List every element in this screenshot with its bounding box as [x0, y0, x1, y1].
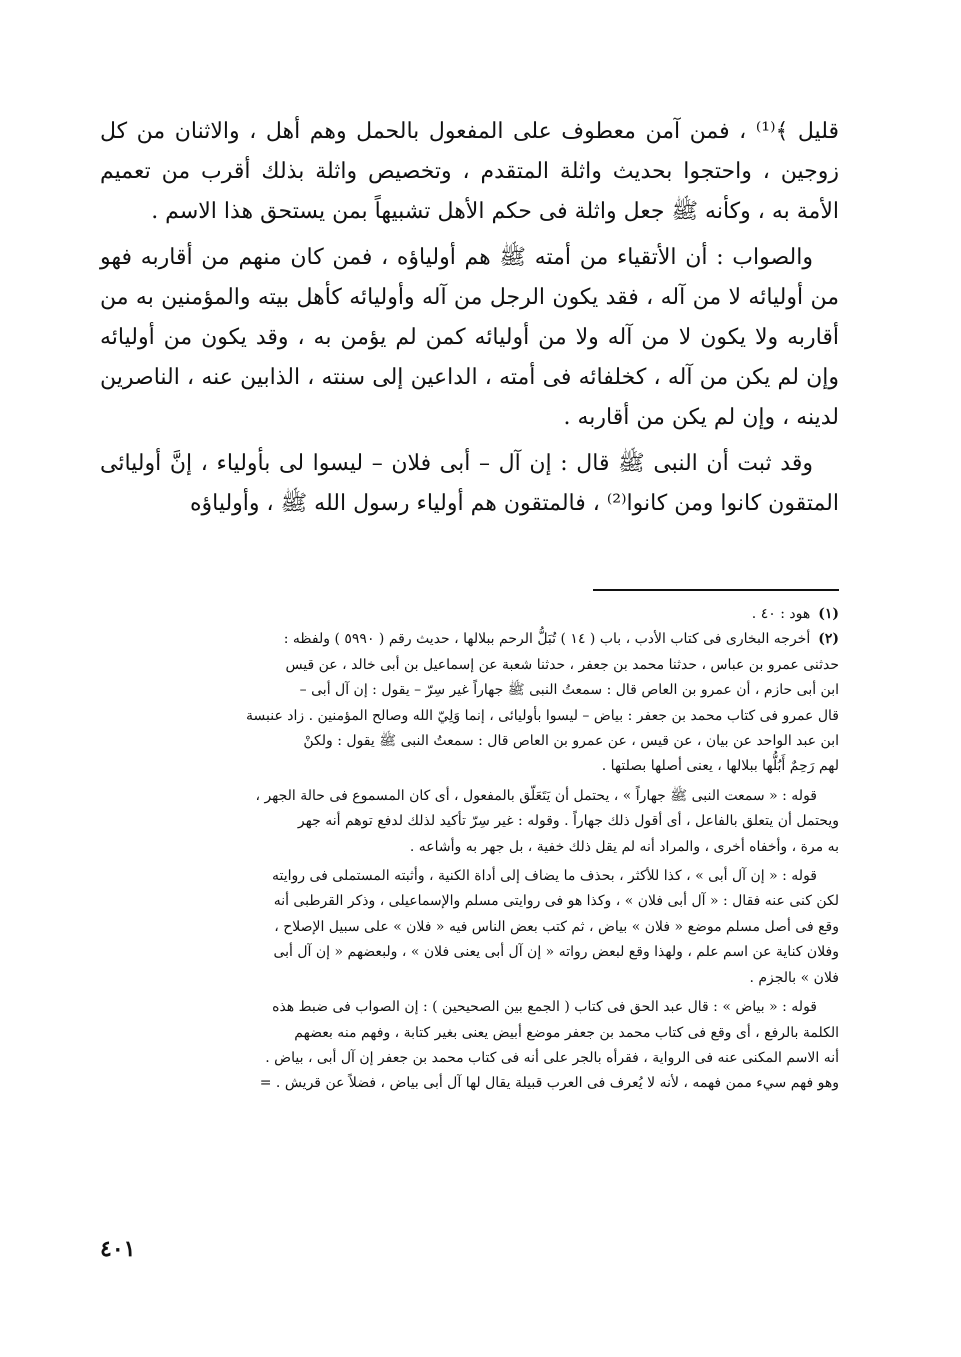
footnote-2 — [100, 627, 839, 779]
commentary-line: ويحتمل أن يتعلق بالفاعل ، أى أقول ذلك جهاراً . وقوله : غير سِرّ تأكيد لذلك لدفع توهم أنه جهر — [297, 813, 839, 830]
footnote-line: ابن عبد الواحد عن بيان ، عن قيس ، عن عمرو بن العاص قال : سمعتُ النبى ﷺ يقول : ولكنْ — [303, 733, 839, 750]
page-number: ٤٠١ — [100, 1236, 136, 1262]
footnote-number: (٢) — [818, 631, 839, 648]
commentary-line: قوله : « إن آل أبى » ، كذا للأكثر ، بحذف ما يضاف إلى أداة الكنية ، وأثبته المستملى فى روايته — [271, 868, 817, 885]
footnote-line: لهم رَحِمٌ أَبُلُّها ببلالها ، يعنى أصلها بصلتها . — [601, 758, 839, 775]
footnote-divider — [593, 589, 839, 591]
paragraph: وقد ثبت أن النبى ﷺ قال : إن آل – أبى فلان – ليسوا لى بأولياء ، إنَّ أوليائى المتقون كانوا ومن كانوا⁽²⁾ ، فالمتقون هم أولياء رسول الله ﷺ ، وأولياؤه — [100, 451, 839, 516]
paragraph: قليل ﴾⁽¹⁾ ، فمن آمن معطوف على المفعول بالحمل وهم أهل ، والاثنان من كل زوجين ، واحتجوا بحديث واثلة المتقدم ، وتخصيص واثلة بذلك أقرب من تعميم الأمة به ، وكأنه ﷺ جعل واثلة فى حكم الأهل تشبيهاً بمن يستحق هذا الاسم . — [100, 119, 840, 224]
footnote-line: حدثنى عمرو بن عباس ، حدثنا محمد بن جعفر ، حدثنا شعبة عن إسماعيل بن أبى خالد ، عن قيس — [285, 656, 839, 673]
commentary-line: أنه الاسم المكنى عنه فى الرواية ، فقرأه بالجر على أنه فى كتاب محمد بن جعفر إن آل أبى ، بياض . — [265, 1049, 839, 1066]
commentary-line: وهو فهم سيء ممن فهمه ، لأنه لا يُعرف فى العرب قبيلة يقال لها آل أبى بياض ، فضلاً عن قريش . = — [259, 1075, 839, 1092]
commentary-line: فلان » بالجزم . — [749, 969, 839, 986]
commentary-block — [100, 784, 839, 860]
commentary-line: الكلمة بالرفع ، أى وقع فى كتاب محمد بن جعفر موضع أبيض يعنى بغير كتابة ، وفهم منه بعضهم — [294, 1024, 839, 1041]
footnote-number: (١) — [818, 606, 839, 622]
commentary-line: قوله : « بياض » : قال عبد الحق فى كتاب ( الجمع بين الصحيحين ) : إن الصواب فى ضبط هذه — [272, 999, 817, 1016]
footnotes — [100, 602, 839, 1099]
footnote-text: أخرجه البخارى فى كتاب الأدب ، باب ( ١٤ ) تُبَلُّ الرحم ببلالها ، حديث رقم ( ٥٩٩٠ ) ولفظه : — [283, 631, 811, 648]
commentary-line: وفلان كناية عن اسم علم ، ولهذا وقع لبعض رواته « إن آل أبى يعنى فلان » ، ولبعضهم « إن آل أبى — [273, 944, 839, 961]
commentary-line: به مرة ، وأخفاه أخرى ، والمراد أنه لم يقل ذلك خفية ، بل جهر به وأشاعه . — [409, 838, 839, 855]
footnote-line: قال عمرو فى كتاب محمد بن جعفر : بياض – ليسوا بأوليائى ، إنما وَلِيّ الله وصالح المؤمنين . زاد عنبسة — [246, 707, 839, 724]
commentary-block — [100, 864, 839, 991]
footnote-line — [100, 627, 839, 652]
commentary-line: وقع فى أصل مسلم موضع « فلان » بياض ، ثم كتب بعض الناس فيه « فلان » على سبيل الإصلاح ، — [274, 918, 839, 935]
main-text — [100, 112, 839, 530]
footnote-line: ابن أبى حازم ، أن عمرو بن العاص قال : سمعتُ النبى ﷺ جهاراً غير سِرّ – يقول : إن آل أبى – — [299, 682, 839, 699]
commentary-block — [100, 995, 839, 1097]
paragraph: والصواب : أن الأتقياء من أمته ﷺ هم أولياؤه ، فمن كان منهم من أقاربه فهو من أوليائه لا من آله ، فقد يكون الرجل من آله وأوليائه كأهل بيته والمؤمنين به من أقاربه ولا يكون لا من آله ولا من أوليائه كمن لم يؤمن به ، وقد يكون من أوليائه وإن لم يكن من آله ، كخلفائه فى أمته ، الداعين إلى سنته ، الذابين عنه ، الناصرين لدينه ، وإن لم يكن من أقاربه . — [100, 245, 839, 430]
footnote-text: هود : ٤٠ . — [751, 606, 811, 622]
commentary-line: لكن كنى عنه فقال : « آل أبى فلان » ، وكذا هو فى روايتى مسلم والإسماعيلى ، وذكر القرطبى أنه — [273, 893, 839, 910]
footnote-1 — [100, 602, 839, 627]
commentary-line: قوله : « سمعت النبى ﷺ جهاراً » ، يحتمل أن يَتَعَلّق بالمفعول ، أى كان المسموع فى حالة الجهر ، — [255, 787, 817, 804]
